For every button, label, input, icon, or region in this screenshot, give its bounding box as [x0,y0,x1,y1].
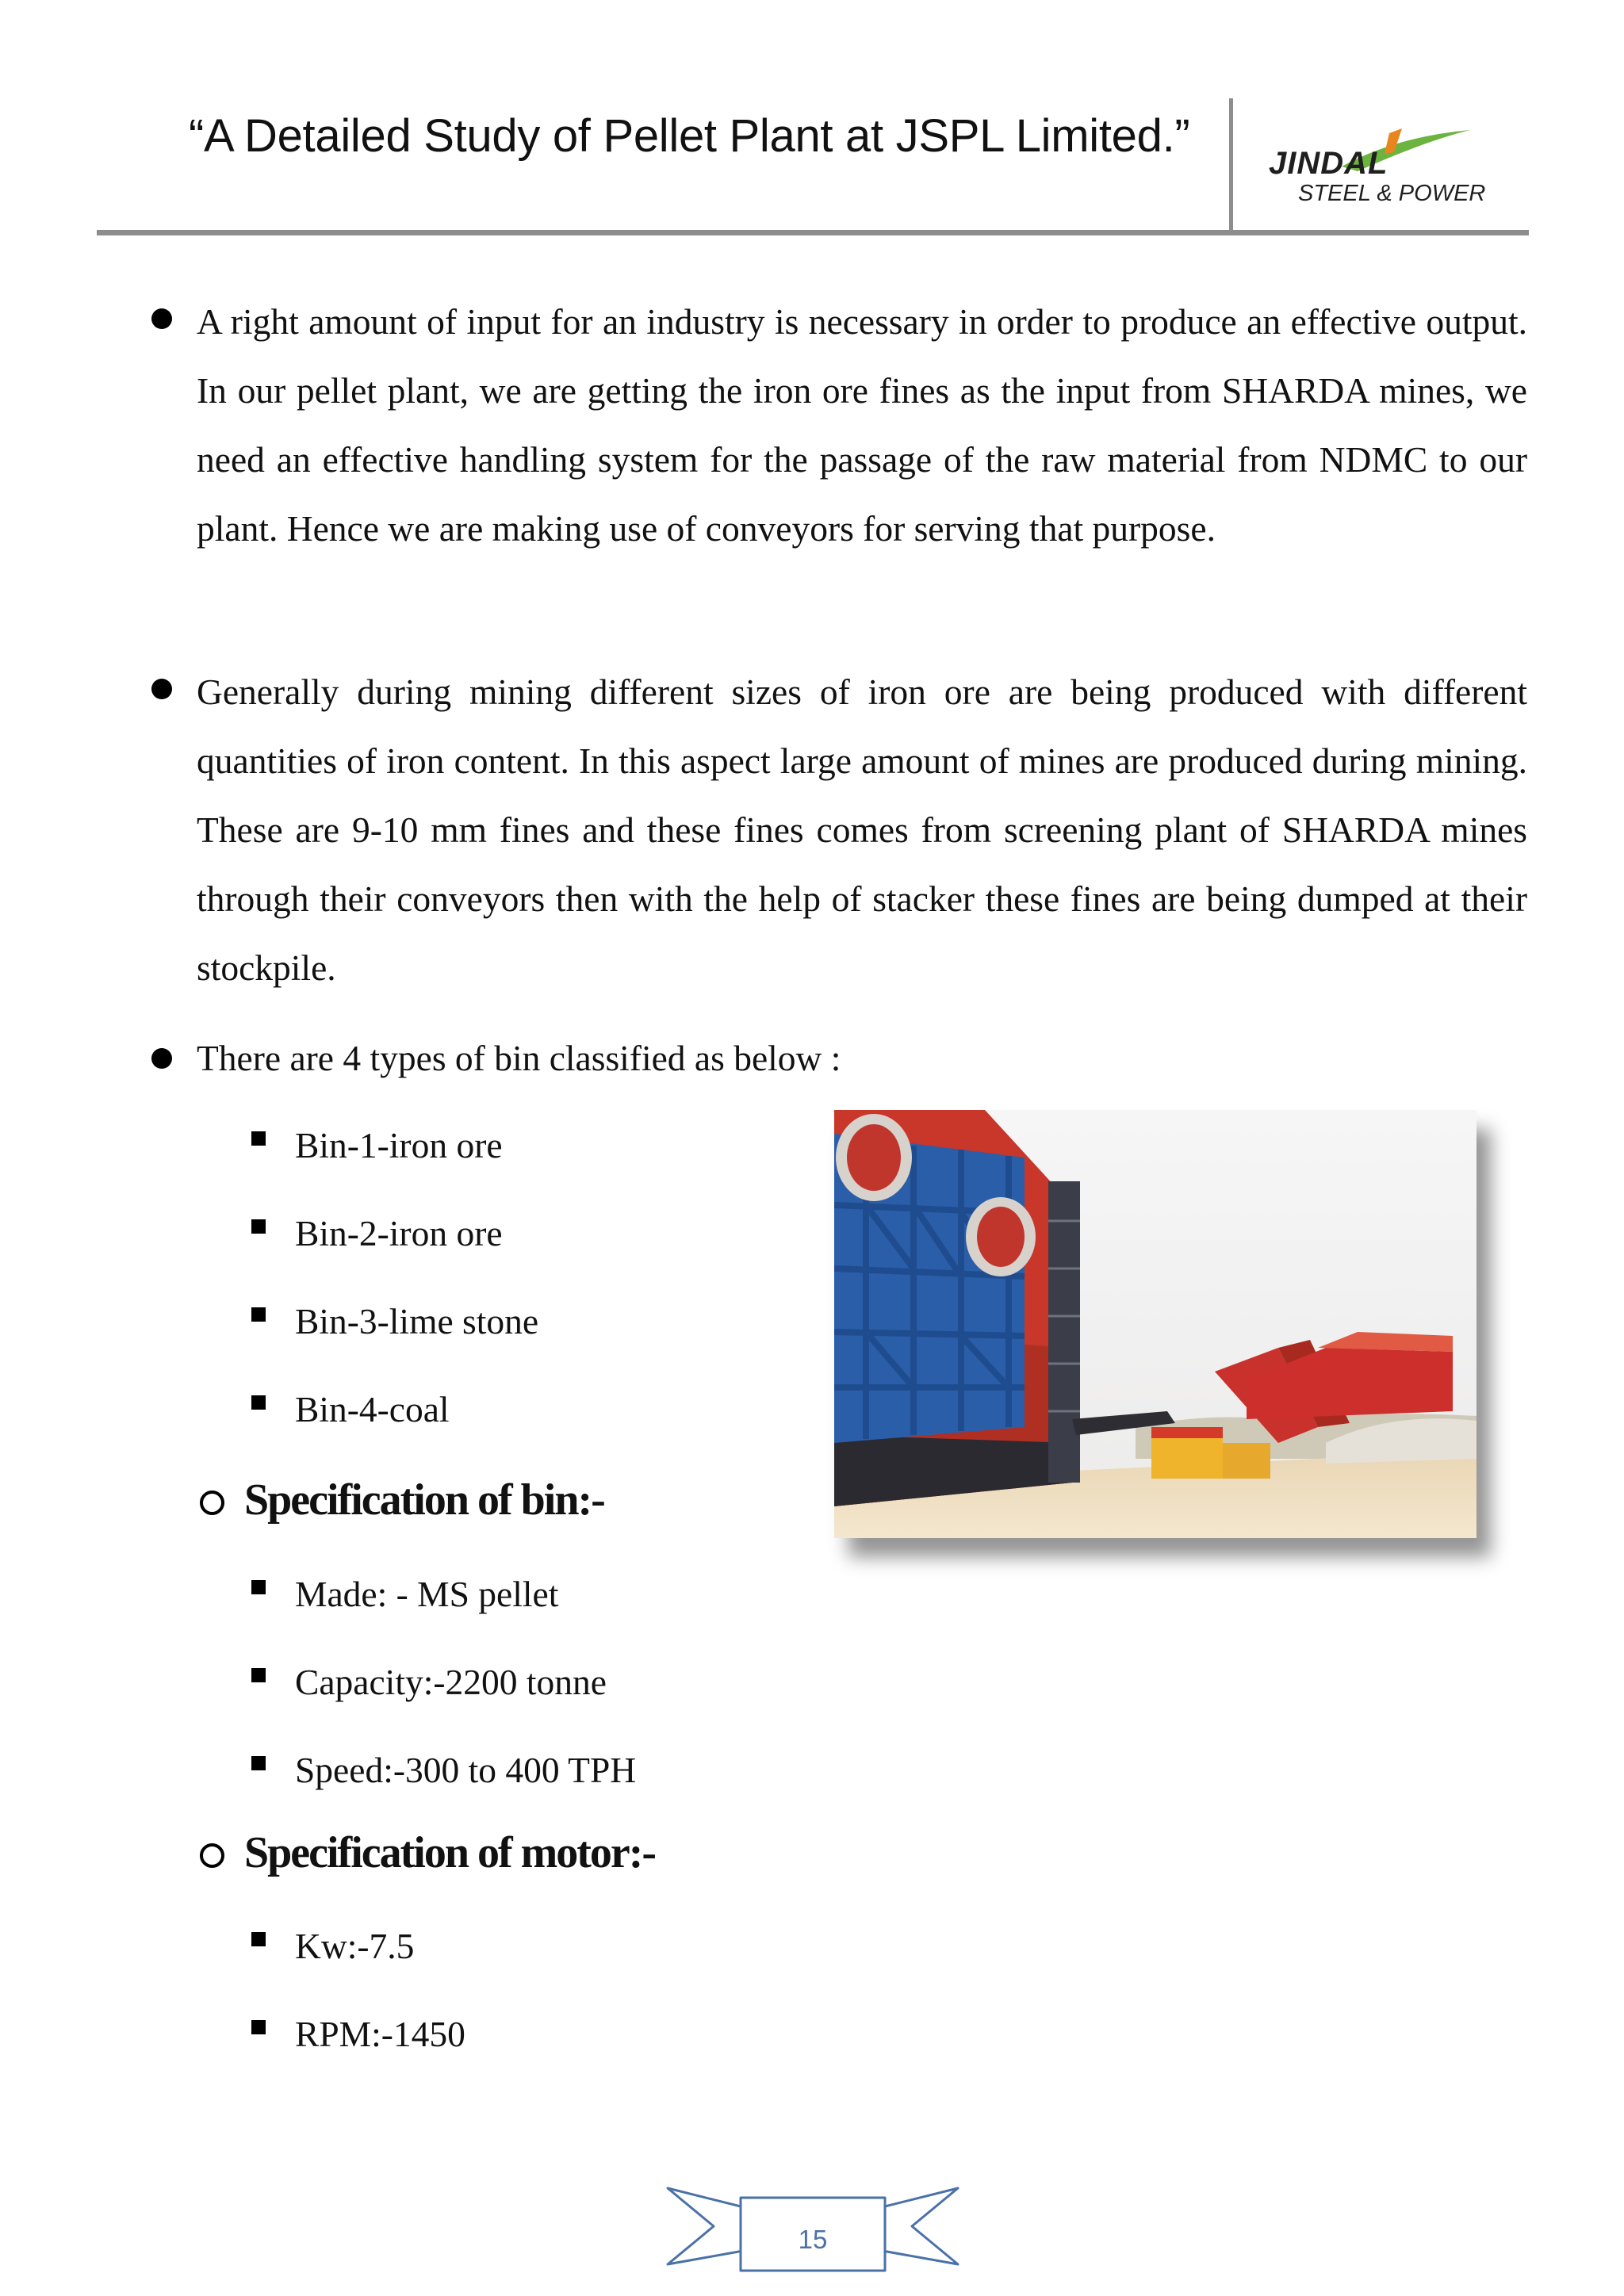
page-number: 15 [798,2225,828,2254]
pellet-plant-photo [834,1110,1477,1538]
bullet-icon [151,1048,172,1069]
logo-wordmark: JINDAL [1269,146,1388,181]
square-bullet-icon [251,1580,266,1594]
square-bullet-icon [251,1131,266,1146]
document-title: “A Detailed Study of Pellet Plant at JSPL Limited.” [189,110,1190,162]
jindal-logo [1262,119,1484,206]
paragraph-input-handling: A right amount of input for an industry is necessary in order to produce an effective output. In our pellet plant, we are getting the iron ore fines as the input from SHARDA mines, we need an effective handling system for the passage of the raw material from NDMC to our plant. Hence we are making use of conveyors for serving that purpose. [197,301,1527,549]
circle-bullet-icon [200,1843,224,1868]
header-divider-vertical [1229,98,1233,233]
paragraph-mining-fines: Generally during mining different sizes of iron ore are being produced with different quantities of iron content. In this aspect large amount of mines are produced during mining. These are 9-10 mm fines and these fines comes from screening plant of SHARDA mines through their conveyors then with the help of stacker these fines are being dumped at their stockpile. [197,672,1527,988]
list-item: Bin-3-lime stone [295,1301,539,1341]
square-bullet-icon [251,1307,266,1322]
list-item: Capacity:-2200 tonne [295,1662,607,1702]
bullet-icon [151,308,172,329]
square-bullet-icon [251,1668,266,1682]
list-item: Bin-1-iron ore [295,1125,503,1165]
square-bullet-icon [251,1219,266,1234]
spec-motor-heading: Specification of motor:- [244,1828,656,1877]
list-item: Speed:-300 to 400 TPH [295,1750,637,1790]
list-item: Bin-4-coal [295,1389,450,1429]
bullet-icon [151,679,172,699]
spec-bin-heading: Specification of bin:- [244,1475,604,1525]
square-bullet-icon [251,2020,266,2034]
list-item: Kw:-7.5 [295,1926,415,1966]
list-item: Made: - MS pellet [295,1574,559,1614]
bins-lead-text: There are 4 types of bin classified as below : [197,1038,841,1078]
list-item: Bin-2-iron ore [295,1213,503,1253]
list-item: RPM:-1450 [295,2014,465,2054]
square-bullet-icon [251,1395,266,1410]
logo-subtitle: STEEL & POWER [1298,181,1486,206]
header-divider-horizontal [97,230,1529,235]
square-bullet-icon [251,1932,266,1946]
circle-bullet-icon [200,1490,224,1515]
square-bullet-icon [251,1756,266,1770]
